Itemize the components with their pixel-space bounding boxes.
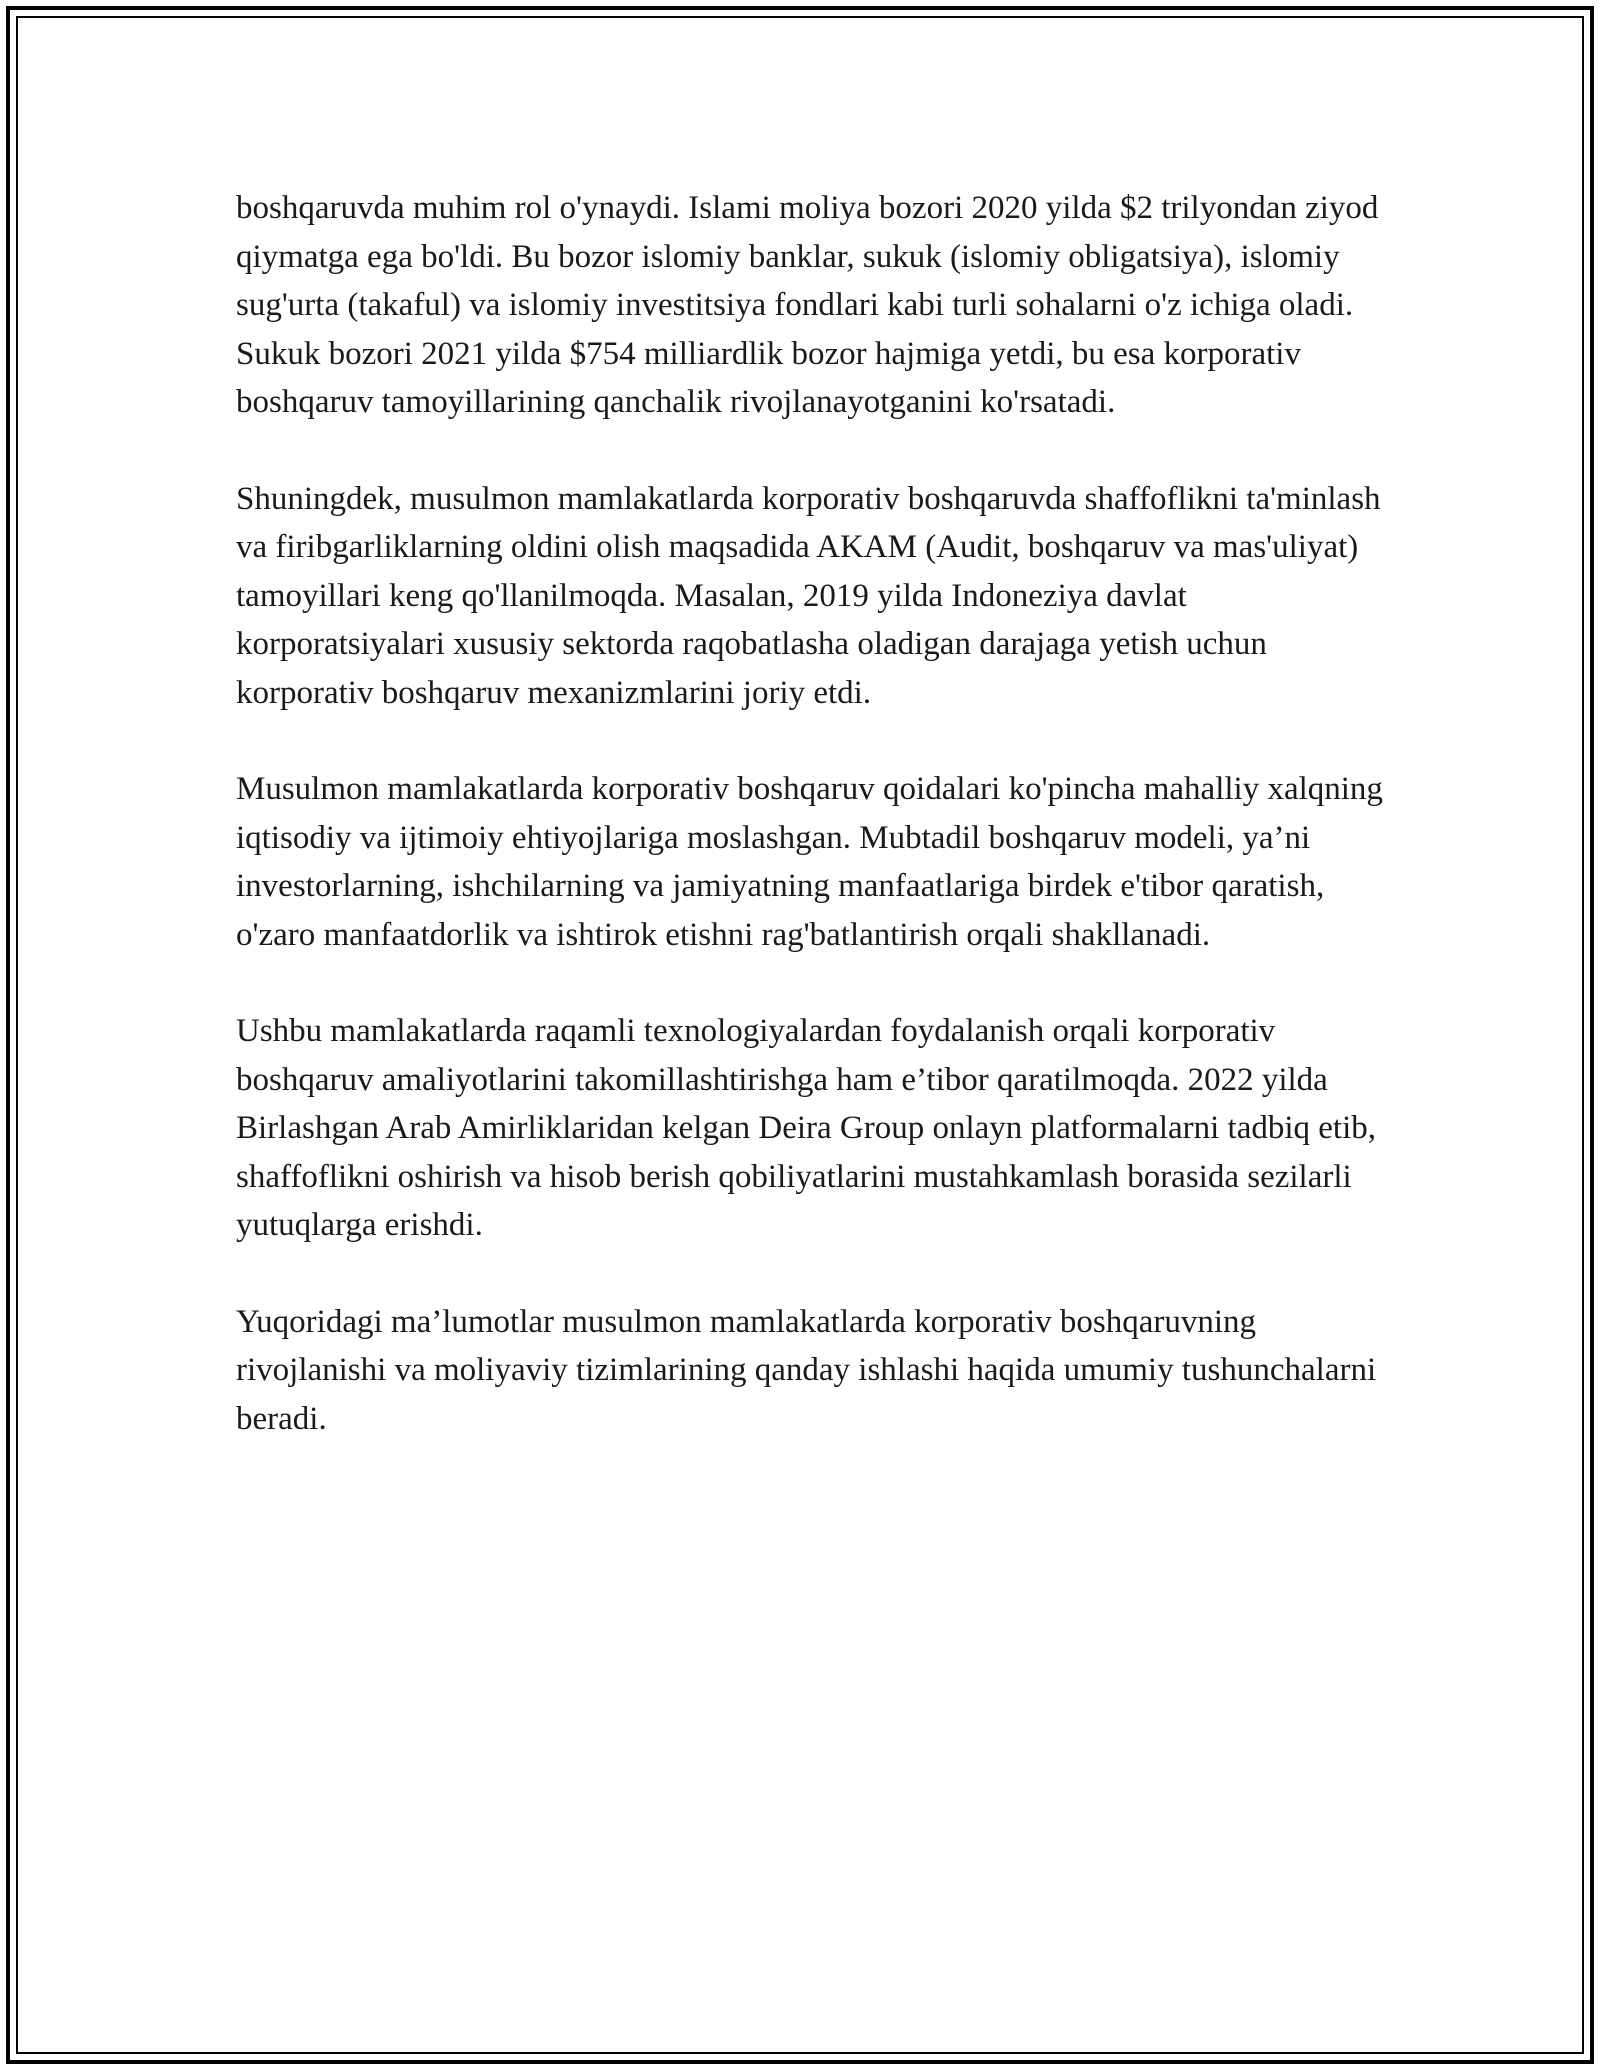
paragraph-5: Yuqoridagi ma’lumotlar musulmon mamlakatlarda korporativ boshqaruvning rivojlanishi va moliyaviy tizimlarining qanday ishlashi haqida umumiy tushunchalarni beradi. bbox=[236, 1303, 1377, 1437]
paragraph-3: Musulmon mamlakatlarda korporativ boshqaruv qoidalari ko'pincha mahalliy xalqning iqtisodiy va ijtimoiy ehtiyojlariga moslashgan. Mubtadil boshqaruv modeli, ya’ni investorlarning, ishchilarning va jamiyatning manfaatlariga birdek e'tibor qaratish, o'zaro manfaatdorlik va ishtirok etishni rag'batlantirish orqali shakllanadi. bbox=[236, 771, 1383, 953]
paragraph-2: Shuningdek, musulmon mamlakatlarda korporativ boshqaruvda shaffoflikni ta'minlash va firibgarliklarning oldini olish maqsadida AKAM (Audit, boshqaruv va mas'uliyat) tamoyillari keng qo'llanilmoqda. Masalan, 2019 yilda Indoneziya davlat korporatsiyalari xususiy sektorda raqobatlasha oladigan darajaga yetish uchun korporativ boshqaruv mexanizmlarini joriy etdi. bbox=[236, 480, 1381, 711]
document-body bbox=[236, 184, 1396, 1491]
paragraph-4: Ushbu mamlakatlarda raqamli texnologiyalardan foydalanish orqali korporativ boshqaruv amaliyotlarini takomillashtirishga ham e’tibor qaratilmoqda. 2022 yilda Birlashgan Arab Amirliklaridan kelgan Deira Group onlayn platformalarni tadbiq etib, shaffoflikni oshirish va hisob berish qobiliyatlarini mustahkamlash borasida sezilarli yutuqlarga erishdi. bbox=[236, 1013, 1377, 1243]
paragraph-1: boshqaruvda muhim rol o'ynaydi. Islami moliya bozori 2020 yilda $2 trilyondan ziyod qiymatga ega bo'ldi. Bu bozor islomiy banklar, sukuk (islomiy obligatsiya), islomiy sug'urta (takaful) va islomiy investitsiya fondlari kabi turli sohalarni o'z ichiga oladi. Sukuk bozori 2021 yilda $754 milliardlik bozor hajmiga yetdi, bu esa korporativ boshqaruv tamoyillarining qanchalik rivojlanayotganini ko'rsatadi. bbox=[236, 190, 1379, 420]
